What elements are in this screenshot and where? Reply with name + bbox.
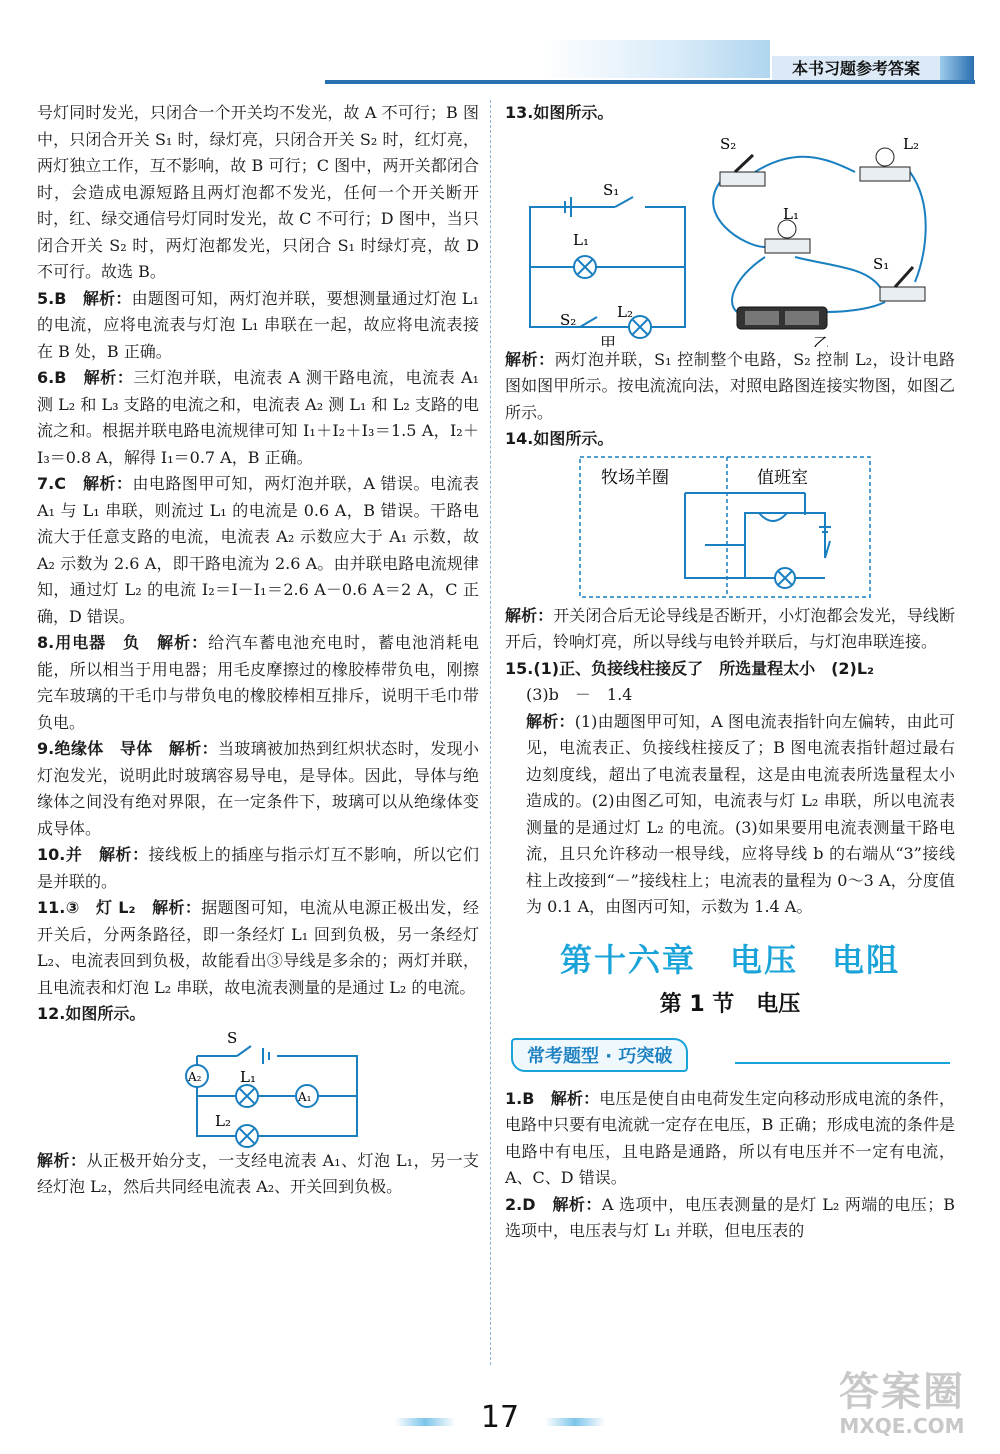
answer-13-explain bbox=[505, 347, 955, 427]
answer-9-text: 当玻璃被加热到红炽状态时，发现小灯泡发光，说明此时玻璃容易导电，是导体。因此，导体与绝缘体之间没有绝对界限，在一定条件下，玻璃可以从绝缘体变成导体。 bbox=[37, 739, 479, 838]
fig13a-l1: L₁ bbox=[573, 230, 589, 249]
answer-11-label: 解析： bbox=[152, 898, 202, 917]
fig13b-l1: L₁ bbox=[783, 204, 799, 223]
fig13a-caption: 甲 bbox=[600, 333, 617, 347]
answer-12 bbox=[37, 1001, 479, 1028]
circuit-diagram-13 bbox=[505, 127, 955, 347]
fig14-right-label: 值班室 bbox=[757, 467, 808, 488]
answer-11-key: 11.③ 灯 L₂ bbox=[37, 898, 136, 917]
right-column bbox=[505, 100, 955, 1245]
answer-5-key: 5.B bbox=[37, 288, 67, 308]
exercise-1-label: 解析： bbox=[550, 1088, 600, 1108]
fig13b-s1: S₁ bbox=[873, 254, 890, 273]
exercise-2 bbox=[505, 1192, 955, 1245]
answer-6-text: 三灯泡并联，电流表 A 测干路电流，电流表 A₁ 测 L₂ 和 L₃ 支路的电流之和，电流表 A₂ 测 L₁ 和 L₂ 支路的电流之和。根据并联电路电流规律可知 I₁＋I₂＋I₃＝1.5 A，I₂＋I₃＝0.8 A，解得 I₁＝0.7 A，B 正确。 bbox=[37, 368, 479, 467]
fig12-switch-label: S bbox=[227, 1028, 238, 1047]
fig14-left-label: 牧场羊圈 bbox=[601, 467, 669, 488]
answer-10-text: 接线板上的插座与指示灯互不影响，所以它们是并联的。 bbox=[37, 845, 479, 891]
exercise-1-key: 1.B bbox=[505, 1088, 535, 1108]
answer-10 bbox=[37, 842, 479, 895]
answer-14-text: 开关闭合后无论导线是否断开，小灯泡都会发光，导线断开后，铃响灯亮，所以导线与电铃并联后，与灯泡串联连接。 bbox=[505, 605, 955, 651]
exercise-2-key: 2.D bbox=[505, 1194, 536, 1214]
circuit-12-svg bbox=[37, 1028, 479, 1148]
answer-14-label: 解析： bbox=[505, 605, 554, 625]
answer-8-label: 解析： bbox=[157, 633, 209, 652]
watermark-url: MXQE.COM bbox=[839, 1414, 965, 1438]
fig12-lamp-l2-label: L₂ bbox=[215, 1111, 231, 1130]
answer-8 bbox=[37, 630, 479, 736]
answer-15-explain bbox=[505, 709, 955, 921]
exercise-2-text: A 选项中，电压表测量的是灯 L₂ 两端的电压；B 选项中，电压表与灯 L₁ 并联，但电压表的 bbox=[505, 1194, 955, 1240]
answer-7 bbox=[37, 471, 479, 630]
exercise-2-label: 解析： bbox=[552, 1194, 602, 1214]
answer-15-label: 解析： bbox=[526, 711, 575, 731]
answer-10-label: 解析： bbox=[98, 845, 149, 864]
answer-5-text: 由题图可知，两灯泡并联，要想测量通过灯泡 L₁ 的电流，应将电流表与灯泡 L₁ 串联在一起，故应将电流表接在 B 处，B 正确。 bbox=[37, 288, 479, 361]
answer-15-part3: (3)b － 1.4 bbox=[526, 685, 633, 704]
answer-14-key: 14.如图所示。 bbox=[505, 429, 614, 448]
answer-6-label: 解析： bbox=[83, 368, 134, 387]
answer-6-key: 6.B bbox=[37, 368, 67, 387]
column-divider bbox=[490, 100, 491, 1365]
answer-14 bbox=[505, 426, 955, 453]
answer-6 bbox=[37, 365, 479, 471]
tag-row bbox=[505, 1032, 955, 1086]
chapter-title: 第十六章 电压 电阻 bbox=[559, 940, 900, 979]
header-decoration bbox=[540, 40, 770, 78]
answer-7-text: 由电路图甲可知，两灯泡并联，A 错误。电流表 A₁ 与 L₁ 串联，则流过 L₁ 的电流是 0.6 A，B 错误。干路电流大于任意支路的电流，电流表 A₂ 示数应大于 A₁ 示数，故 A₂ 示数为 2.6 A，即干路电流为 2.6 A。由并联电路电流规律知，通过灯 L₂ 的电流 I₂＝I－I₁＝2.6 A－0.6 A＝2 A，C 正确，D 错误。 bbox=[37, 474, 479, 626]
fig13b-s2: S₂ bbox=[720, 134, 737, 153]
answer-14-explain bbox=[505, 603, 955, 656]
answer-15-key: 15.(1)正、负接线柱接反了 所选量程太小 (2)L₂ bbox=[505, 658, 875, 678]
answer-5 bbox=[37, 286, 479, 366]
answer-9-key: 9.绝缘体 导体 bbox=[37, 739, 153, 758]
answer-13 bbox=[505, 100, 955, 127]
answer-13-label: 解析： bbox=[505, 349, 555, 369]
header-rule bbox=[325, 80, 975, 84]
intro-paragraph: 号灯同时发光，只闭合一个开关均不发光，故 A 不可行；B 图中，只闭合开关 S₁ 时，绿灯亮，只闭合开关 S₂ 时，红灯亮，两灯独立工作，互不影响，故 B 可行；C 图中，两开关都闭合时，会造成电源短路且两灯泡都不发光，任何一个开关断开时，红、绿交通信号灯同时发光，故 C 不可行；D 图中，当只闭合开关 S₂ 时，两灯泡都发光，只闭合 S₁ 时绿灯亮，故 D 不可行。故选 B。 bbox=[37, 103, 479, 281]
answer-5-label: 解析： bbox=[82, 288, 132, 308]
fig12-lamp-l1-label: L₁ bbox=[240, 1067, 256, 1086]
answer-11 bbox=[37, 895, 479, 1001]
tag-rule bbox=[735, 1062, 950, 1064]
circuit-13-svg bbox=[505, 127, 955, 347]
fig13b-caption: 乙 bbox=[813, 333, 830, 347]
left-column bbox=[37, 100, 479, 1201]
answer-8-text: 给汽车蓄电池充电时，蓄电池消耗电能，所以相当于用电器；用毛皮摩擦过的橡胶棒带负电，刚擦完车玻璃的干毛巾与带负电的橡胶棒相互排斥，说明干毛巾带负电。 bbox=[37, 633, 479, 732]
section-tag: 常考题型 · 巧突破 bbox=[511, 1038, 688, 1072]
answer-9 bbox=[37, 736, 479, 842]
answer-12-explain bbox=[37, 1148, 479, 1201]
answer-7-key: 7.C bbox=[37, 474, 66, 493]
watermark-text: 答案圈 bbox=[839, 1369, 965, 1415]
fig13a-l2: L₂ bbox=[617, 302, 633, 321]
exercise-1-text: 电压是使自由电荷发生定向移动形成电流的条件，电路中只要有电流就一定存在电压，B 正确；形成电流的条件是电路中有电压，且电路是通路，所以有电压并不一定有电流，A、C、D 错误。 bbox=[505, 1088, 955, 1187]
answer-10-key: 10.并 bbox=[37, 845, 83, 864]
answer-13-key: 13.如图所示。 bbox=[505, 103, 614, 122]
header-title: 本书习题参考答案 bbox=[772, 56, 940, 82]
fig12-ammeter-a1: A₁ bbox=[298, 1089, 312, 1104]
answer-8-key: 8.用电器 负 bbox=[37, 633, 141, 652]
footer-decoration-right bbox=[545, 1418, 605, 1426]
circuit-diagram-12 bbox=[37, 1028, 479, 1148]
circuit-diagram-14 bbox=[505, 453, 955, 603]
header-tail-decoration bbox=[940, 56, 974, 82]
answer-11-text: 据题图可知，电流从电源正极出发，经开关后，分两条路径，即一条经灯 L₁ 回到负极，另一条经灯 L₂、电流表回到负极，故能看出③导线是多余的；两灯并联，且电流表和灯泡 L₂ 串联，故电流表测量的是通过 L₂ 的电流。 bbox=[37, 898, 479, 997]
answer-13-text: 两灯泡并联，S₁ 控制整个电路，S₂ 控制 L₂，设计电路图如图甲所示。按电流流向法，对照电路图连接实物图，如图乙所示。 bbox=[505, 349, 955, 422]
answer-9-label: 解析： bbox=[168, 739, 218, 758]
answer-12-label: 解析： bbox=[37, 1150, 87, 1170]
answer-12-key: 12.如图所示。 bbox=[37, 1004, 146, 1023]
fig13b-l2: L₂ bbox=[903, 134, 919, 153]
answer-15-text: (1)由题图甲可知，A 图电流表指针向左偏转，由此可见，电流表正、负接线柱接反了；B 图电流表指针超过最右边刻度线，超出了电流表量程，这是由电流表所选量程太小造成的。(2)由图乙可知，电流表与灯 L₂ 串联，所以电流表测量的是通过灯 L₂ 的电流。(3)如果要用电流表测量干路电流，且只允许移动一根导线，应将导线 b 的右端从“3”接线柱上改接到“－”接线柱上；电流表的量程为 0～3 A，分度值为 0.1 A，由图丙可知，示数为 1.4 A。 bbox=[526, 711, 955, 916]
section-title: 第 1 节 电压 bbox=[659, 991, 801, 1017]
watermark bbox=[822, 1370, 982, 1450]
answer-7-label: 解析： bbox=[82, 474, 133, 493]
answer-15 bbox=[505, 656, 955, 683]
fig13a-s2: S₂ bbox=[560, 310, 577, 329]
exercise-1 bbox=[505, 1086, 955, 1192]
circuit-14-svg bbox=[505, 453, 955, 603]
fig13a-s1: S₁ bbox=[603, 180, 620, 199]
answer-12-text: 从正极开始分支，一支经电流表 A₁、灯泡 L₁，另一支经灯泡 L₂，然后共同经电流表 A₂、开关回到负极。 bbox=[37, 1150, 479, 1196]
page-number: 17 bbox=[480, 1400, 520, 1435]
fig12-ammeter-a2: A₂ bbox=[188, 1069, 202, 1084]
